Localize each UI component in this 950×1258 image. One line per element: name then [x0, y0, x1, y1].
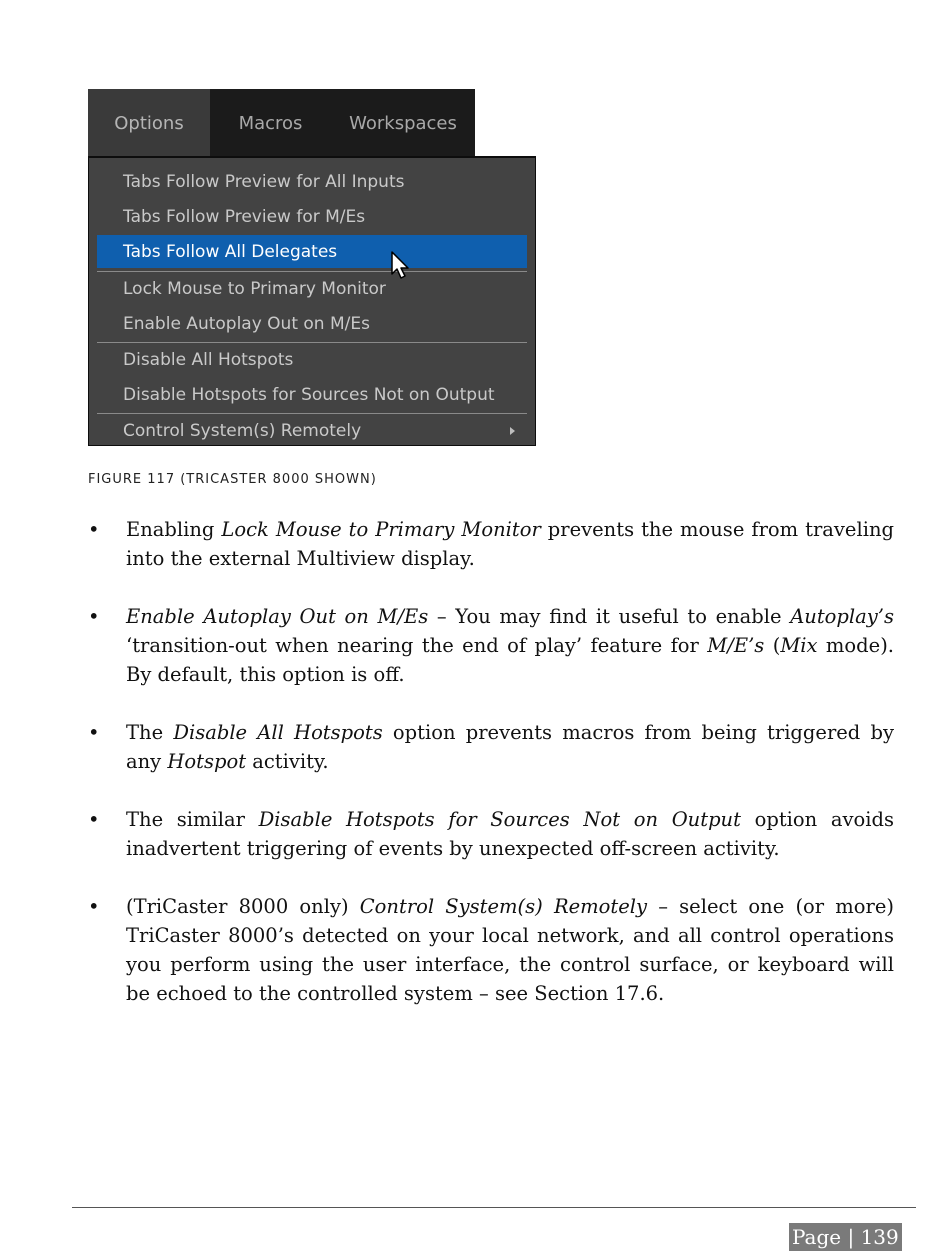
submenu-arrow-icon — [510, 427, 515, 435]
menu-screenshot — [88, 89, 538, 448]
bullet-icon: • — [88, 518, 100, 541]
figure-caption: FIGURE 117 (TRICASTER 8000 SHOWN) — [88, 472, 377, 487]
menu-item-tabs-follow-preview-mes[interactable]: Tabs Follow Preview for M/Es — [123, 206, 366, 227]
menu-item-tabs-follow-preview-all-inputs[interactable]: Tabs Follow Preview for All Inputs — [123, 171, 405, 192]
page-number: Page | 139 — [789, 1223, 902, 1251]
bullet-icon: • — [88, 895, 100, 918]
list-item: • (TriCaster 8000 only) Control System(s) Remotely – select one (or more) TriCaster 8000’s detected on your local network, and all control operations you perform using the user interface, the control surface, or keyboard will be echoed to the controlled system – see Section 17.6. — [88, 892, 894, 1008]
menu-item-disable-all-hotspots[interactable]: Disable All Hotspots — [123, 349, 294, 370]
list-item: • The similar Disable Hotspots for Sources Not on Output option avoids inadvertent triggering of events by unexpected off-screen activity. — [88, 805, 894, 863]
list-item: • The Disable All Hotspots option prevents macros from being triggered by any Hotspot activity. — [88, 718, 894, 776]
menu-item-enable-autoplay-out[interactable]: Enable Autoplay Out on M/Es — [123, 313, 370, 334]
list-item: • Enable Autoplay Out on M/Es – You may find it useful to enable Autoplay’s ‘transition-out when nearing the end of play’ feature for M/E’s (Mix mode). By default, this option is off. — [88, 602, 894, 689]
menu-item-tabs-follow-all-delegates[interactable]: Tabs Follow All Delegates — [97, 235, 527, 268]
menu-item-label: Control System(s) Remotely — [123, 420, 362, 441]
options-dropdown-menu — [88, 156, 536, 446]
list-item: • Enabling Lock Mouse to Primary Monitor prevents the mouse from traveling into the external Multiview display. — [88, 515, 894, 573]
footer-rule — [72, 1207, 916, 1208]
menu-item-disable-hotspots-not-on-output[interactable]: Disable Hotspots for Sources Not on Output — [123, 384, 495, 405]
menu-item-control-systems-remotely[interactable] — [97, 414, 527, 447]
tab-macros[interactable]: Macros — [238, 112, 303, 134]
tab-options[interactable]: Options — [88, 89, 210, 157]
menu-bar — [88, 89, 475, 157]
bullet-icon: • — [88, 605, 100, 628]
tab-workspaces[interactable]: Workspaces — [349, 112, 457, 134]
bullet-icon: • — [88, 721, 100, 744]
mouse-cursor-icon — [390, 251, 412, 281]
bullet-list — [88, 515, 894, 1037]
menu-item-lock-mouse-primary-monitor[interactable]: Lock Mouse to Primary Monitor — [123, 278, 386, 299]
bullet-icon: • — [88, 808, 100, 831]
